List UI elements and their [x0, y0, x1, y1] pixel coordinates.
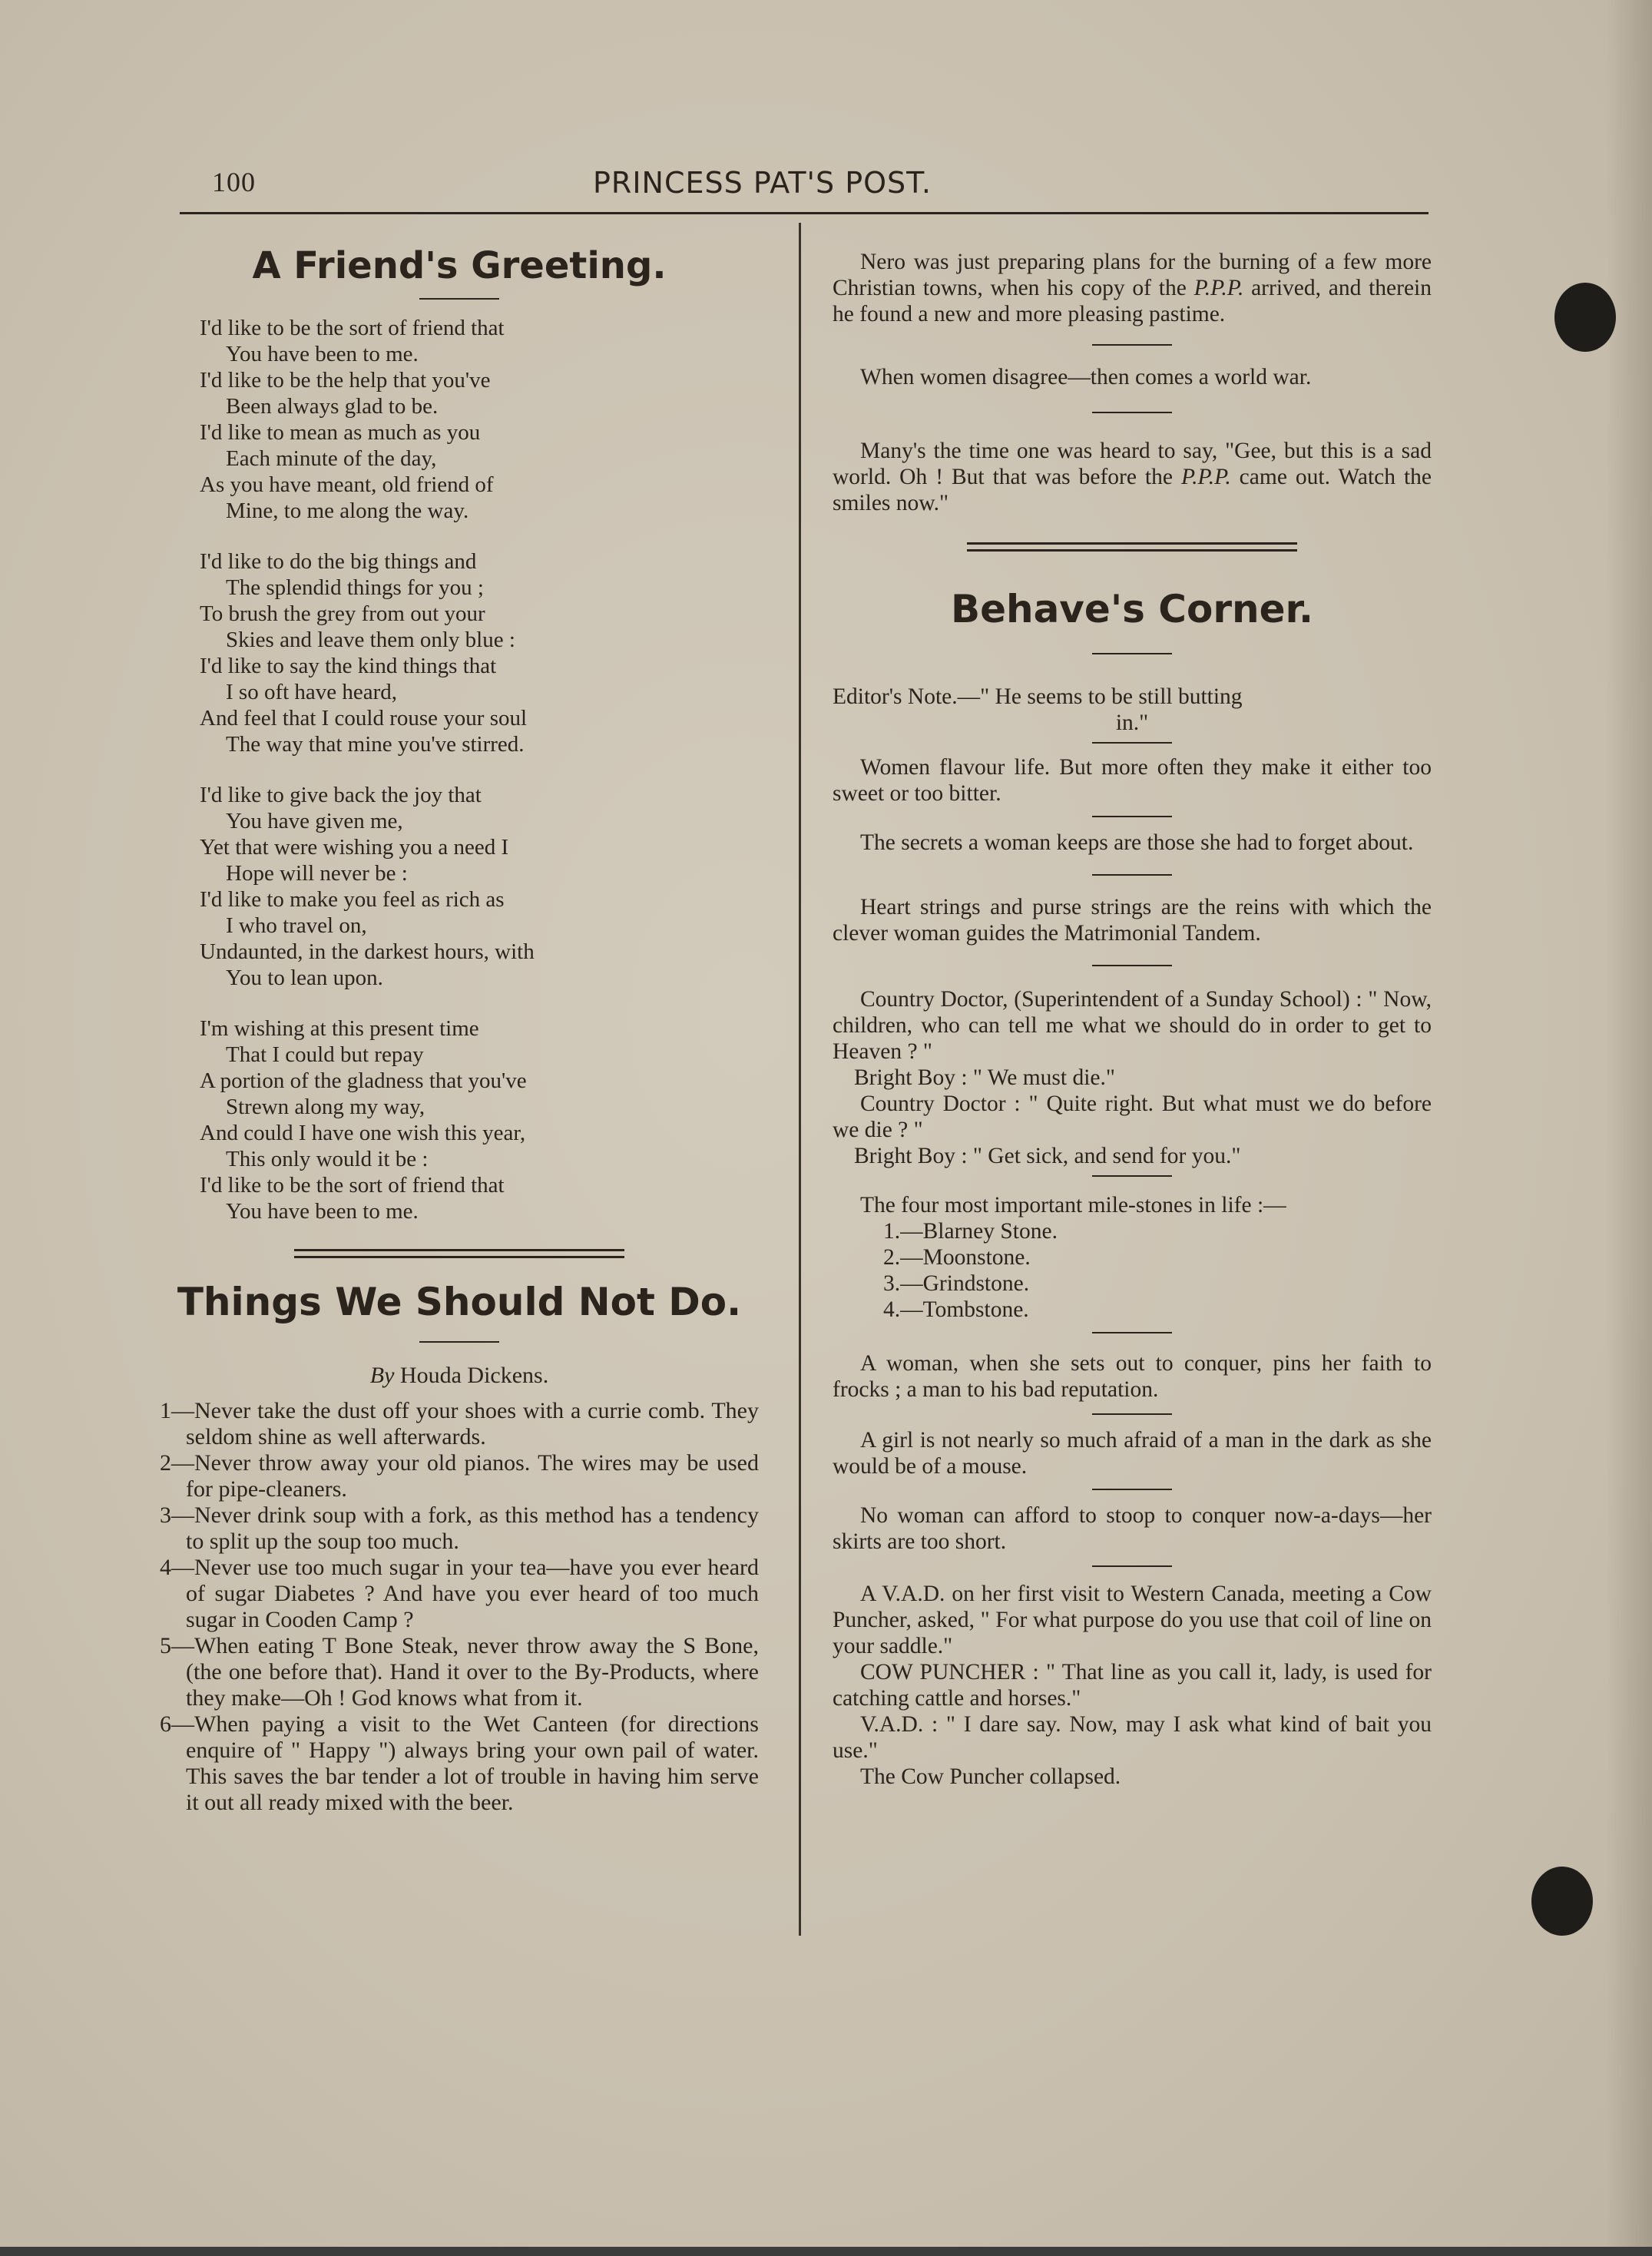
- right-column: [833, 249, 1432, 1790]
- milestone-item: 1.—Blarney Stone.: [883, 1219, 1058, 1244]
- header-rule: [180, 212, 1429, 214]
- list-item: 2—Never throw away your old pianos. The wires may be used for pipe-cleaners.: [160, 1450, 759, 1502]
- divider: [1092, 412, 1172, 413]
- page-edge-shadow: [1606, 0, 1652, 2256]
- divider: [419, 298, 499, 300]
- byline-author: Houda Dickens.: [399, 1363, 549, 1388]
- poem-line: You have been to me.: [226, 1199, 419, 1224]
- divider: [1092, 1175, 1172, 1177]
- paragraph-heart-strings: Heart strings and purse strings are the reins with which the clever woman guides the Matrimonial Tandem.: [833, 895, 1432, 946]
- list-item: 6—When paying a visit to the Wet Canteen (for directions enquire of " Happy ") always bring your own pail of water. This saves the bar tender a lot of trouble in having him serve it out all ready mixed with the beer.: [160, 1711, 759, 1815]
- paragraph-stoop: No woman can afford to stoop to conquer now-a-days—her skirts are too short.: [833, 1503, 1432, 1554]
- section-divider: [967, 542, 1297, 552]
- poem-line: Undaunted, in the darkest hours, with: [200, 939, 535, 964]
- poem-line: I'm wishing at this present time: [200, 1016, 479, 1041]
- poem-line: I so oft have heard,: [226, 680, 398, 704]
- divider: [1092, 965, 1172, 966]
- poem-line: I'd like to do the big things and: [200, 549, 477, 574]
- poem-line: To brush the grey from out your: [200, 601, 485, 626]
- poem-stanza: [200, 1015, 759, 1224]
- vad-anecdote: V.A.D. : " I dare say. Now, may I ask what kind of bait you use.": [833, 1712, 1432, 1763]
- things-list: [160, 1398, 759, 1816]
- doctor-intro: Country Doctor, (Superintendent of a Sunday School) : " Now, children, who can tell me what we should do in order to get to Heaven ? ": [833, 987, 1432, 1064]
- poem-line: I'd like to be the help that you've: [200, 368, 491, 393]
- paragraph-conquer: A woman, when she sets out to conquer, pins her faith to frocks ; a man to his bad reputation.: [833, 1351, 1432, 1402]
- list-item: 5—When eating T Bone Steak, never throw away the S Bone, (the one before that). Hand it over to the By-Products, where they make—Oh ! God knows what from it.: [160, 1633, 759, 1711]
- divider: [1092, 1489, 1172, 1490]
- editor-note-end: in.": [1115, 711, 1149, 735]
- poem-line: I'd like to be the sort of friend that: [200, 1173, 505, 1198]
- list-item: 4—Never use too much sugar in your tea—have you ever heard of sugar Diabetes ? And have you ever heard of too much sugar in Cooden Camp ?: [160, 1555, 759, 1632]
- editor-note: Editor's Note.—" He seems to be still butting: [833, 684, 1243, 709]
- poem-line: Hope will never be :: [226, 861, 408, 886]
- poem-line: I'd like to mean as much as you: [200, 420, 481, 445]
- divider: [419, 1341, 499, 1343]
- punch-hole: [1554, 283, 1616, 352]
- poem-line: Yet that were wishing you a need I: [200, 835, 509, 860]
- poem-line: The splendid things for you ;: [226, 575, 484, 600]
- poem-line: Each minute of the day,: [226, 446, 437, 471]
- behave-title: Behave's Corner.: [950, 587, 1314, 631]
- poem-line: You to lean upon.: [226, 966, 383, 990]
- byline-by: By: [369, 1363, 395, 1388]
- divider: [1092, 874, 1172, 876]
- bright-boy-line: Bright Boy : " Get sick, and send for you.": [854, 1144, 1241, 1168]
- poem-line: Strewn along my way,: [226, 1095, 425, 1119]
- poem-line: This only would it be :: [226, 1147, 429, 1171]
- poem-line: And could I have one wish this year,: [200, 1121, 526, 1145]
- doctor-line: Country Doctor : " Quite right. But what must we do before we die ? ": [833, 1092, 1432, 1142]
- left-column: [160, 230, 759, 1816]
- divider: [1092, 742, 1172, 744]
- poem-line: I'd like to be the sort of friend that: [200, 316, 505, 340]
- poem-stanza: [200, 782, 759, 991]
- vad-anecdote: A V.A.D. on her first visit to Western Canada, meeting a Cow Puncher, asked, " For what purpose do you use that coil of line on your saddle.": [833, 1582, 1432, 1658]
- page-number: 100: [212, 167, 256, 197]
- poem-line: I who travel on,: [226, 913, 367, 938]
- bright-boy-line: Bright Boy : " We must die.": [854, 1065, 1115, 1090]
- poem-title: A Friend's Greeting.: [252, 244, 667, 287]
- vad-anecdote: The Cow Puncher collapsed.: [860, 1764, 1121, 1789]
- paragraph-girl: A girl is not nearly so much afraid of a man in the dark as she would be of a mouse.: [833, 1428, 1432, 1479]
- milestones-intro: The four most important mile-stones in life :—: [860, 1193, 1286, 1217]
- poem-line: You have given me,: [226, 809, 403, 833]
- milestone-item: 4.—Tombstone.: [883, 1297, 1029, 1322]
- list-item: 3—Never drink soup with a fork, as this method has a tendency to split up the soup too much.: [160, 1502, 759, 1554]
- milestone-item: 3.—Grindstone.: [883, 1271, 1030, 1296]
- paragraph-women-disagree: When women disagree—then comes a world war.: [860, 365, 1312, 389]
- divider: [1092, 344, 1172, 346]
- poem-line: That I could but repay: [226, 1042, 424, 1067]
- poem-line: I'd like to say the kind things that: [200, 654, 497, 678]
- poem-line: Been always glad to be.: [226, 394, 439, 419]
- milestone-item: 2.—Moonstone.: [883, 1245, 1031, 1270]
- punch-hole: [1531, 1867, 1593, 1936]
- divider: [1092, 1565, 1172, 1567]
- poem-line: A portion of the gladness that you've: [200, 1068, 527, 1093]
- paragraph-women-flavour: Women flavour life. But more often they make it either too sweet or too bitter.: [833, 755, 1432, 806]
- paragraph-nero: Nero was just preparing plans for the burning of a few more Christian towns, when his copy of the P.P.P. arrived, and therein he found a new and more pleasing pastime.: [833, 250, 1432, 326]
- masthead: PRINCESS PAT'S POST.: [593, 166, 932, 200]
- section-divider: [294, 1249, 624, 1258]
- vad-anecdote: COW PUNCHER : " That line as you call it, lady, is used for catching cattle and horses.": [833, 1660, 1432, 1711]
- poem-line: Skies and leave them only blue :: [226, 628, 515, 652]
- poem-line: You have been to me.: [226, 342, 419, 366]
- poem: [160, 315, 759, 1224]
- divider: [1092, 1413, 1172, 1415]
- poem-line: As you have meant, old friend of: [200, 472, 494, 497]
- things-title: Things We Should Not Do.: [177, 1280, 742, 1324]
- paragraph-secrets: The secrets a woman keeps are those she had to forget about.: [860, 830, 1414, 855]
- poem-stanza: [200, 548, 759, 757]
- poem-line: The way that mine you've stirred.: [226, 732, 525, 757]
- bottom-edge: [0, 2247, 1652, 2256]
- poem-line: I'd like to give back the joy that: [200, 783, 482, 807]
- divider: [1092, 816, 1172, 817]
- poem-stanza: [200, 315, 759, 524]
- column-divider: [799, 223, 801, 1936]
- divider: [1092, 1332, 1172, 1333]
- poem-line: And feel that I could rouse your soul: [200, 706, 528, 730]
- poem-line: Mine, to me along the way.: [226, 499, 469, 523]
- byline: [160, 1363, 759, 1389]
- divider: [1092, 653, 1172, 654]
- paragraph-sad-world: Many's the time one was heard to say, "Gee, but this is a sad world. Oh ! But that was before the P.P.P. came out. Watch the smiles now.": [833, 439, 1432, 515]
- poem-line: I'd like to make you feel as rich as: [200, 887, 505, 912]
- list-item: 1—Never take the dust off your shoes with a currie comb. They seldom shine as well afterwards.: [160, 1398, 759, 1449]
